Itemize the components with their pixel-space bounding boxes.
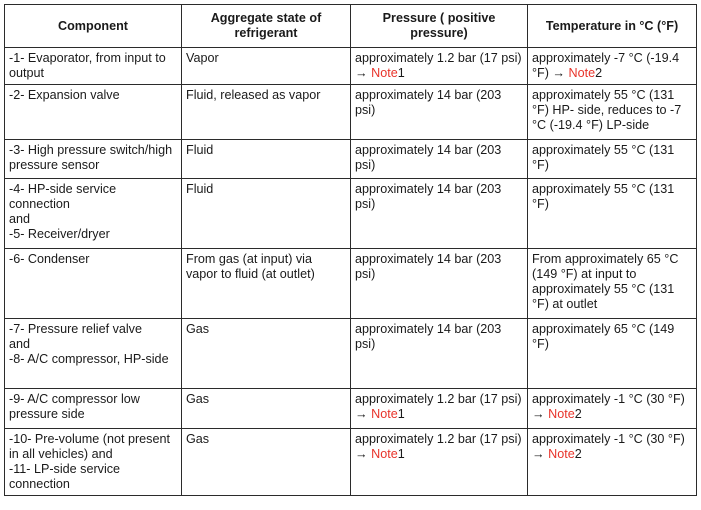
cell-pressure [351,429,528,496]
note-number: 1 [397,447,405,461]
temperature-value: approximately 55 °C (131 °F) HP- side, reduces to -7 °C (-19.4 °F) LP-side [532,88,682,132]
pressure-value: approximately 14 bar (203 psi) [355,252,502,281]
note-link[interactable]: Note [548,407,575,421]
temperature-value: approximately -1 °C (30 °F) → [532,392,685,421]
component-line: and [9,337,31,351]
cell-pressure [351,249,528,319]
component-line: -3- High pressure switch/high pressure sensor [9,143,173,172]
header-temperature: Temperature in °C (°F) [528,5,697,48]
pressure-value: approximately 14 bar (203 psi) [355,88,502,117]
pressure-value: approximately 14 bar (203 psi) [355,322,502,351]
table-row [5,48,697,85]
header-pressure: Pressure ( positive pressure) [351,5,528,48]
table-row [5,389,697,429]
cell-aggregate-state: Gas [182,389,351,429]
cell-component [5,140,182,179]
cell-aggregate-state: Fluid, released as vapor [182,85,351,140]
note-link[interactable]: Note [371,407,398,421]
cell-component [5,319,182,389]
refrigerant-state-table [4,4,697,496]
note-link[interactable]: Note [371,66,398,80]
component-line: and [9,212,31,226]
component-line: -10- Pre-volume (not present in all vehicles) and [9,432,170,461]
note-number: 2 [574,407,582,421]
cell-pressure [351,389,528,429]
cell-aggregate-state: Gas [182,319,351,389]
cell-temperature [528,429,697,496]
pressure-value: approximately 14 bar (203 psi) [355,143,502,172]
cell-component [5,179,182,249]
cell-pressure [351,140,528,179]
pressure-value: approximately 14 bar (203 psi) [355,182,502,211]
cell-temperature [528,249,697,319]
header-component: Component [5,5,182,48]
cell-aggregate-state: Vapor [182,48,351,85]
cell-aggregate-state: Gas [182,429,351,496]
note-link[interactable]: Note [568,66,596,80]
cell-aggregate-state: Fluid [182,179,351,249]
note-link[interactable]: Note [548,447,575,461]
cell-component [5,429,182,496]
component-line: -4- HP-side service connection [9,182,117,211]
temperature-value: approximately -1 °C (30 °F) → [532,432,685,461]
temperature-value: approximately 55 °C (131 °F) [532,182,675,211]
table-header-row [5,5,697,48]
table-row [5,85,697,140]
note-number: 1 [397,407,405,421]
table-body [5,48,697,496]
pressure-value: approximately 1.2 bar (17 psi) → [355,432,522,461]
table-row [5,319,697,389]
cell-pressure [351,179,528,249]
component-line: -9- A/C compressor low pressure side [9,392,140,421]
component-line: -11- LP-side service connection [9,462,121,491]
note-number: 2 [574,447,582,461]
note-number: 1 [397,66,405,80]
table-row [5,249,697,319]
cell-pressure [351,48,528,85]
cell-aggregate-state: From gas (at input) via vapor to fluid (at outlet) [182,249,351,319]
cell-temperature [528,48,697,85]
cell-pressure [351,85,528,140]
temperature-value: approximately 55 °C (131 °F) [532,143,675,172]
component-line: -2- Expansion valve [9,88,120,102]
cell-component [5,85,182,140]
temperature-value: approximately -7 °C (-19.4 °F) → [532,51,680,80]
cell-temperature [528,140,697,179]
cell-component [5,389,182,429]
component-line: -1- Evaporator, from input to output [9,51,166,80]
cell-aggregate-state: Fluid [182,140,351,179]
pressure-value: approximately 1.2 bar (17 psi) → [355,51,522,80]
temperature-value: approximately 65 °C (149 °F) [532,322,675,351]
component-line: -7- Pressure relief valve [9,322,142,336]
component-line: -5- Receiver/dryer [9,227,110,241]
temperature-value: From approximately 65 °C (149 °F) at input to approximately 55 °C (131 °F) at outlet [532,252,679,311]
header-aggregate-state: Aggregate state of refrigerant [182,5,351,48]
component-line: -8- A/C compressor, HP-side [9,352,169,366]
cell-pressure [351,319,528,389]
component-line: -6- Condenser [9,252,90,266]
table-row [5,140,697,179]
cell-component [5,48,182,85]
pressure-value: approximately 1.2 bar (17 psi) → [355,392,522,421]
cell-temperature [528,319,697,389]
cell-temperature [528,389,697,429]
note-link[interactable]: Note [371,447,398,461]
table-row [5,429,697,496]
table-row [5,179,697,249]
cell-temperature [528,179,697,249]
note-number: 2 [595,66,603,80]
cell-component [5,249,182,319]
cell-temperature [528,85,697,140]
